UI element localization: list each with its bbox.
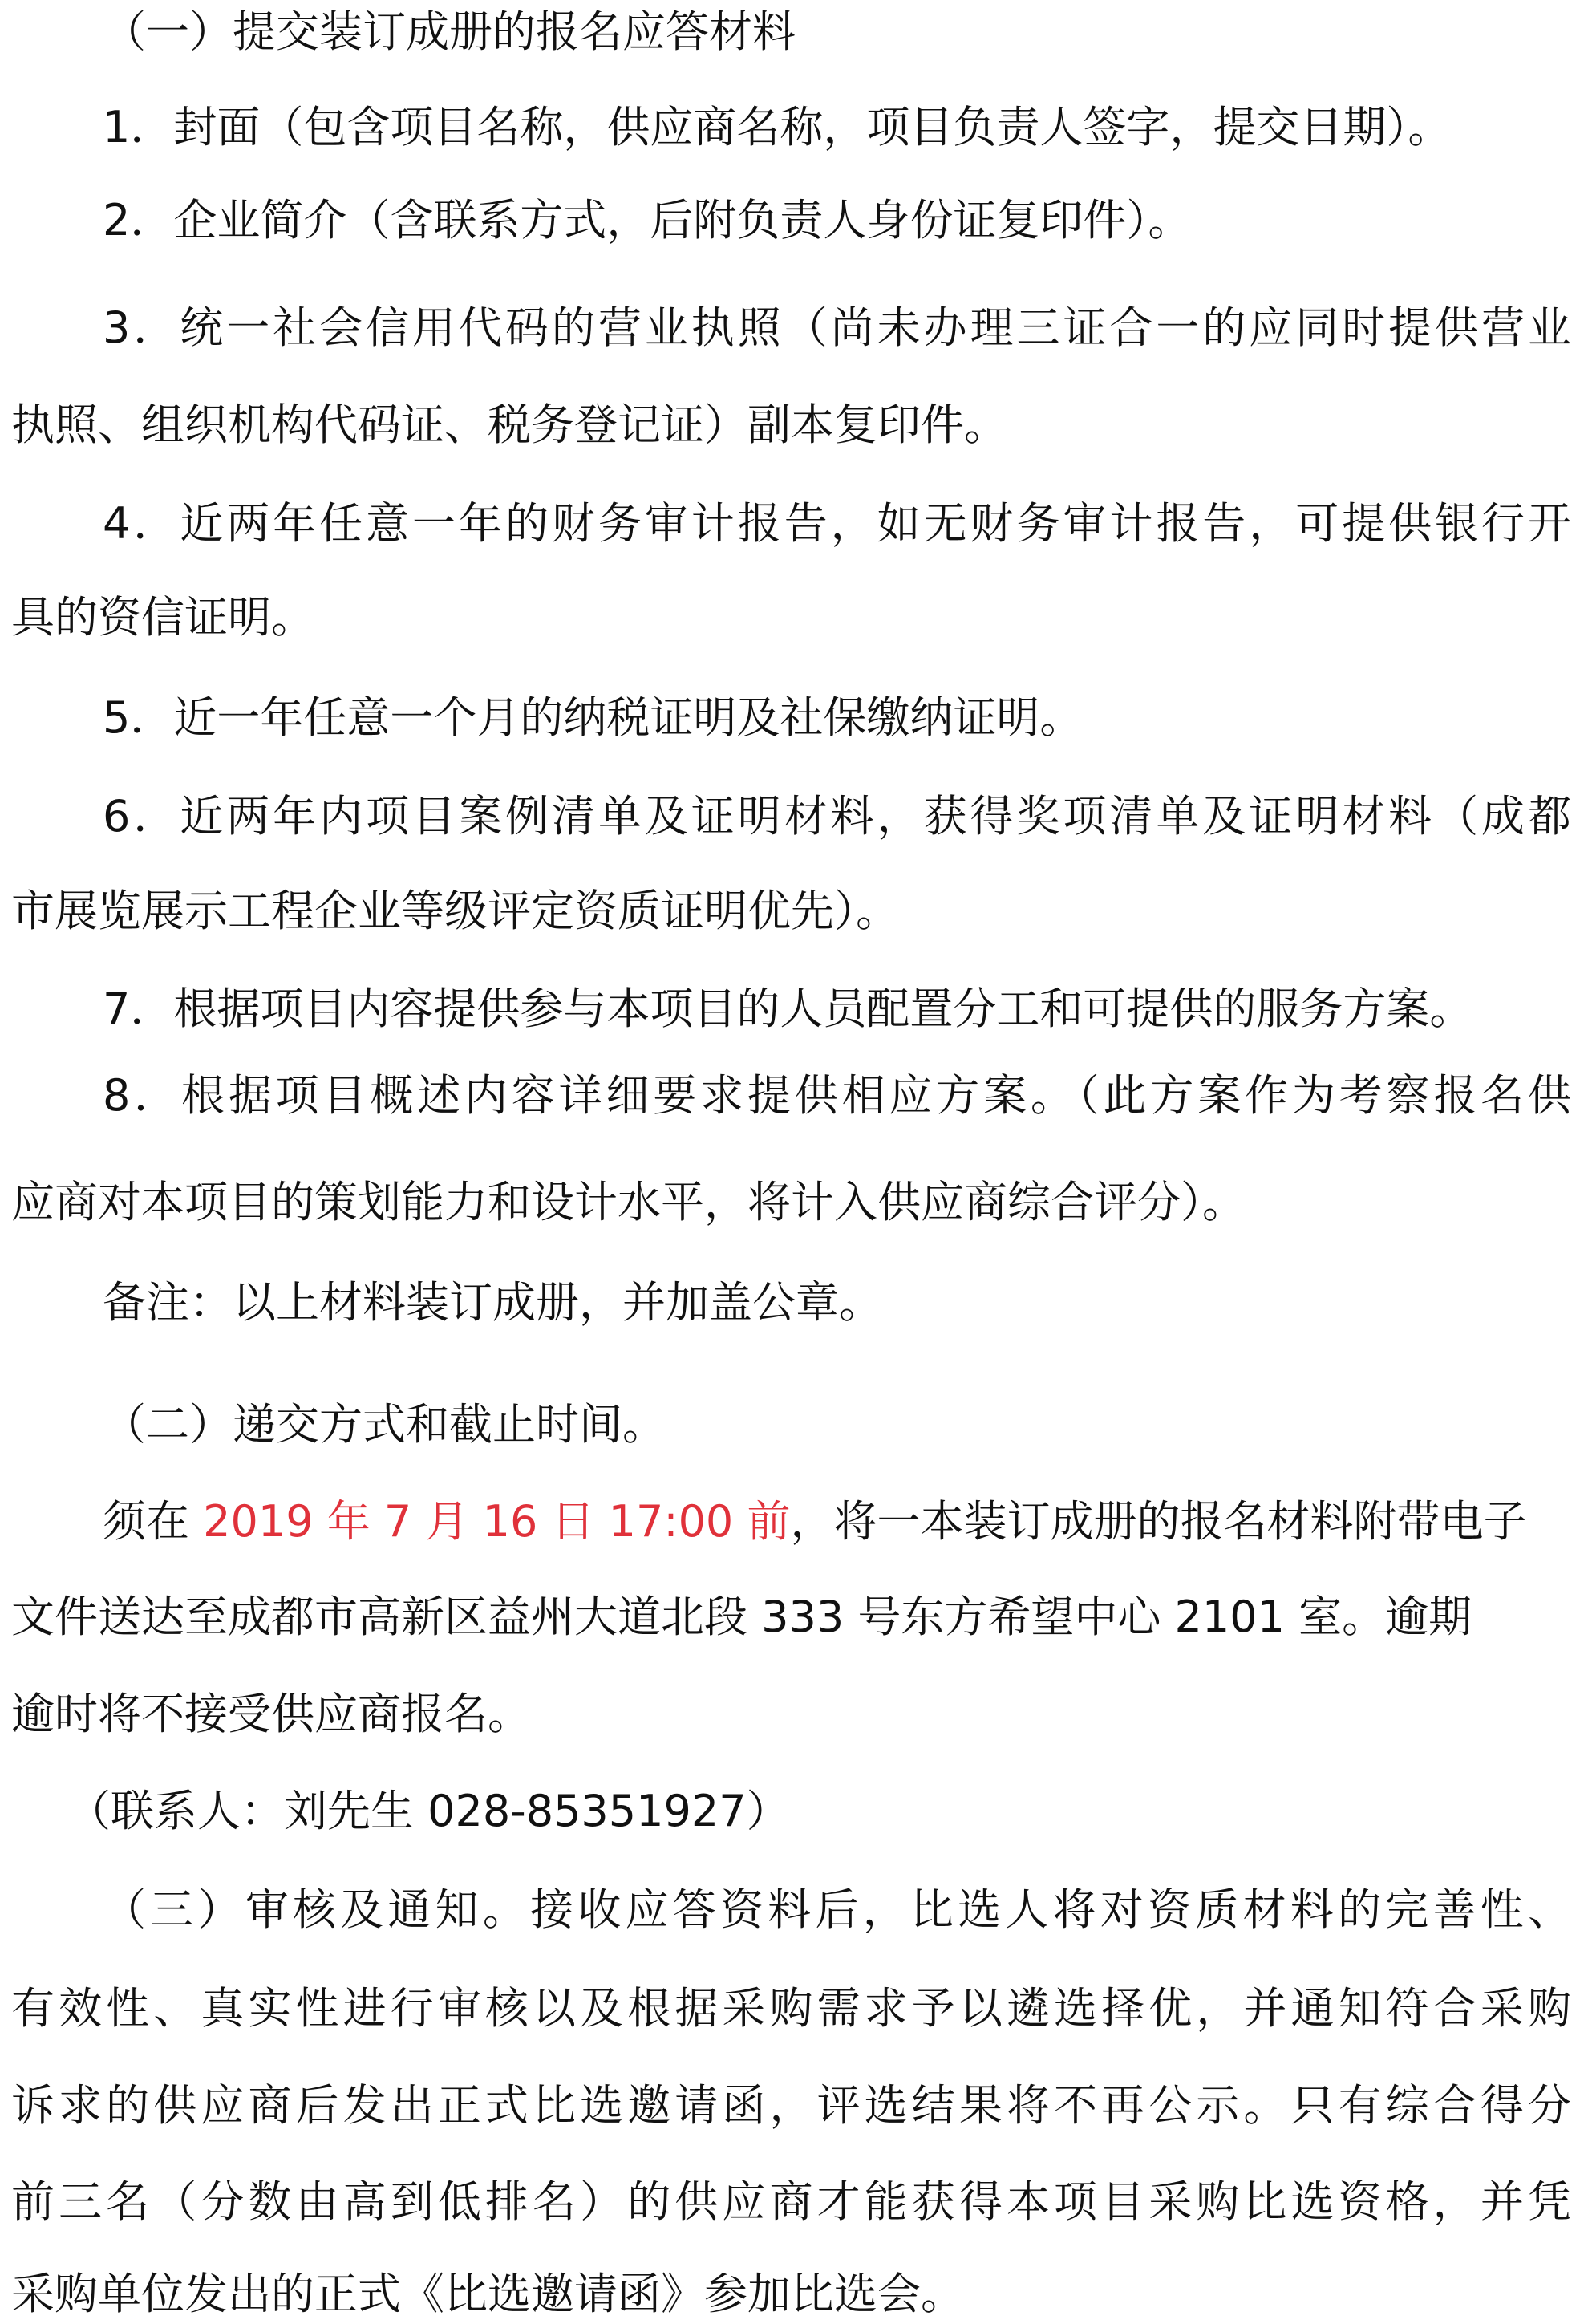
item4-line2: 具的资信证明。 bbox=[11, 592, 314, 643]
note: 备注：以上材料装订成册，并加盖公章。 bbox=[103, 1277, 882, 1328]
item3-line1: 3．统一社会信用代码的营业执照（尚未办理三证合一的应同时提供营业 bbox=[103, 302, 1571, 353]
item2: 2．企业简介（含联系方式，后附负责人身份证复印件）。 bbox=[103, 195, 1192, 245]
item7: 7．根据项目内容提供参与本项目的人员配置分工和可提供的服务方案。 bbox=[103, 984, 1473, 1034]
section3-line2: 有效性、真实性进行审核以及根据采购需求予以遴选择优，并通知符合采购 bbox=[11, 1983, 1571, 2034]
item8-line1: 8．根据项目概述内容详细要求提供相应方案。（此方案作为考察报名供 bbox=[103, 1070, 1571, 1121]
section3-line4: 前三名（分数由高到低排名）的供应商才能获得本项目采购比选资格，并凭 bbox=[11, 2176, 1571, 2227]
item3-line2: 执照、组织机构代码证、税务登记证）副本复印件。 bbox=[11, 400, 1007, 450]
section3-line3: 诉求的供应商后发出正式比选邀请函，评选结果将不再公示。只有综合得分 bbox=[11, 2080, 1571, 2131]
item1: 1．封面（包含项目名称，供应商名称，项目负责人签字，提交日期）。 bbox=[103, 102, 1452, 152]
section3-line1: （三）审核及通知。接收应答资料后，比选人将对资质材料的完善性、 bbox=[103, 1884, 1571, 1935]
para-line1-rest: ，将一本装订成册的报名材料附带电子 bbox=[790, 1496, 1527, 1547]
section1-heading: （一）提交装订成册的报名应答材料 bbox=[103, 6, 796, 57]
item8-line2: 应商对本项目的策划能力和设计水平，将计入供应商综合评分）。 bbox=[11, 1177, 1246, 1227]
section2-heading: （二）递交方式和截止时间。 bbox=[103, 1399, 666, 1450]
item6-line2: 市展览展示工程企业等级评定资质证明优先）。 bbox=[11, 886, 899, 936]
item5: 5．近一年任意一个月的纳税证明及社保缴纳证明。 bbox=[103, 692, 1084, 743]
para-prefix: 须在 bbox=[103, 1496, 204, 1547]
section2-para-line1 bbox=[103, 1494, 1571, 1550]
item6-line1: 6．近两年内项目案例清单及证明材料，获得奖项清单及证明材料（成都 bbox=[103, 791, 1571, 842]
section2-para-line2: 文件送达至成都市高新区益州大道北段 333 号东方希望中心 2101 室。逾期 bbox=[11, 1592, 1472, 1642]
section2-para-line3: 逾时将不接受供应商报名。 bbox=[11, 1689, 531, 1739]
section3-line5: 采购单位发出的正式《比选邀请函》参加比选会。 bbox=[11, 2269, 964, 2319]
deadline-text: 2019 年 7 月 16 日 17:00 前 bbox=[203, 1496, 791, 1547]
item4-line1: 4．近两年任意一年的财务审计报告，如无财务审计报告，可提供银行开 bbox=[103, 498, 1571, 549]
contact-line: （联系人：刘先生 028-85351927） bbox=[67, 1786, 790, 1836]
